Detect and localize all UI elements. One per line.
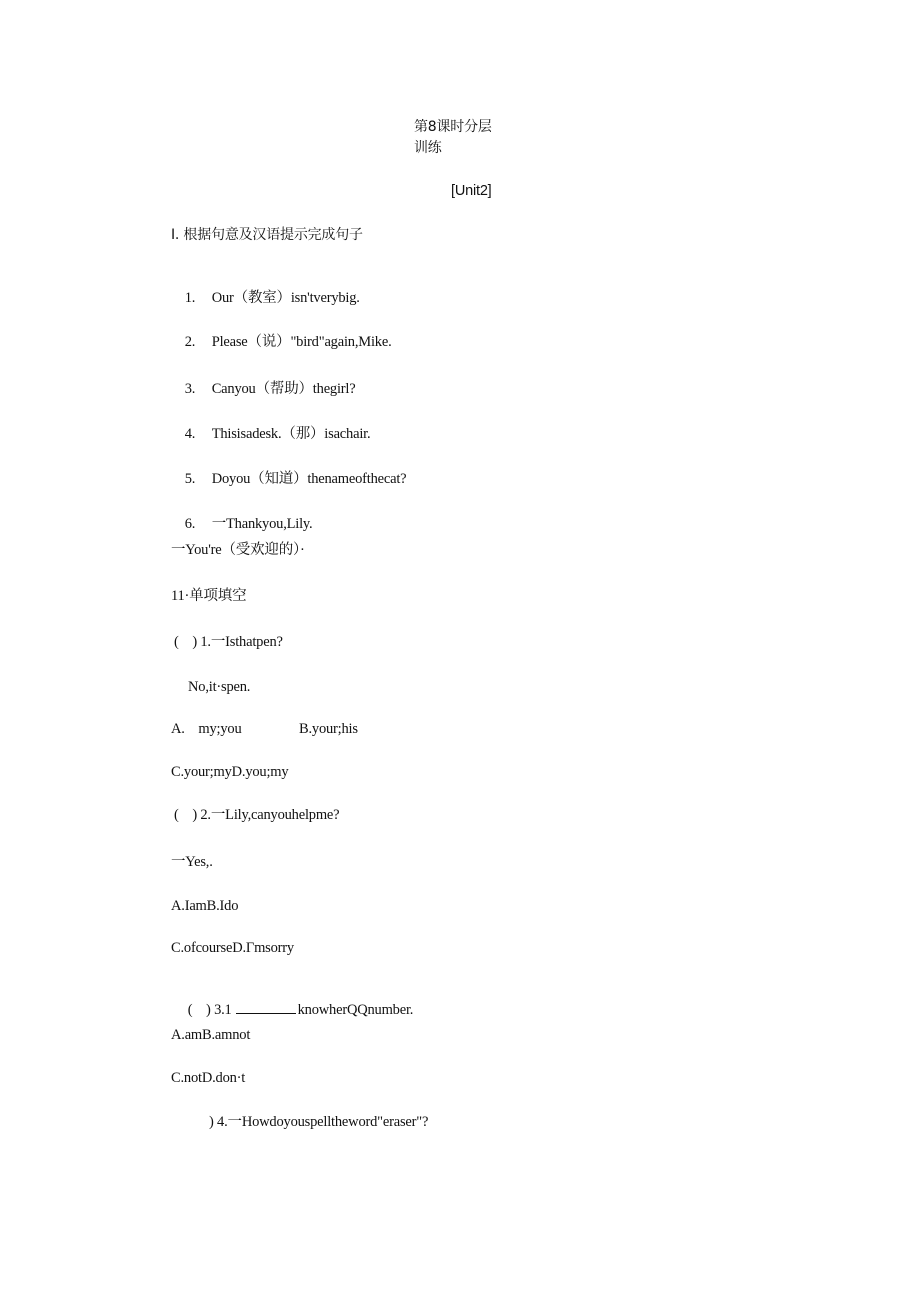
page-title-line1: 第8课时分层 (414, 119, 492, 135)
item6-reply: 一You're（受欢迎的）· (171, 542, 305, 558)
q1-option-b: B.your;his (299, 721, 358, 737)
item-number: 5. (184, 471, 196, 487)
item-text: Doyou（知道）thenameofthecat? (211, 471, 407, 487)
q2-options-ab: A.IamB.Ido (171, 898, 239, 914)
q4-stem: ) 4.一Howdoyouspelltheword"eraser"? (209, 1114, 429, 1130)
q3-stem-prefix: ( ) 3.1 (187, 1002, 232, 1018)
q2-stem: ( ) 2.一Lily,canyouhelpme? (174, 807, 340, 823)
item-number: 1. (184, 290, 196, 306)
page-title-line2: 训练 (414, 140, 442, 156)
item-text: 一Thankyou,Lily. (211, 516, 313, 532)
item-number: 6. (184, 516, 196, 532)
list-item (171, 315, 392, 369)
item-text: Please（说）"bird"again,Mike. (211, 334, 392, 350)
q3-options-ab: A.amB.amnot (171, 1027, 251, 1043)
q2-reply: 一Yes,. (171, 854, 213, 870)
item-number: 4. (184, 426, 196, 442)
q2-options-cd: C.ofcourseD.Γmsorry (171, 940, 294, 956)
q1-reply: No,it·spen. (188, 679, 251, 695)
section1-heading: Ⅰ. 根据句意及汉语提示完成句子 (171, 227, 363, 243)
q1-stem: ( ) 1.一Isthatpen? (174, 634, 283, 650)
item-text: Canyou（帮助）thegirl? (211, 381, 356, 397)
q3-options-cd: C.notD.don·t (171, 1070, 246, 1086)
item-text: Thisisadesk.（那）isachair. (211, 426, 371, 442)
q1-option-a: A. my;you (171, 721, 242, 737)
answer-blank (236, 1000, 296, 1014)
unit-label: [Unit2] (451, 183, 492, 199)
section2-heading: 11·单项填空 (171, 588, 247, 604)
q3-stem-suffix: knowherQQnumber. (297, 1002, 414, 1018)
item-number: 3. (184, 381, 196, 397)
q1-options-cd: C.your;myD.you;my (171, 764, 289, 780)
item-text: Our（教室）isn'tverybig. (211, 290, 360, 306)
item-number: 2. (184, 334, 196, 350)
